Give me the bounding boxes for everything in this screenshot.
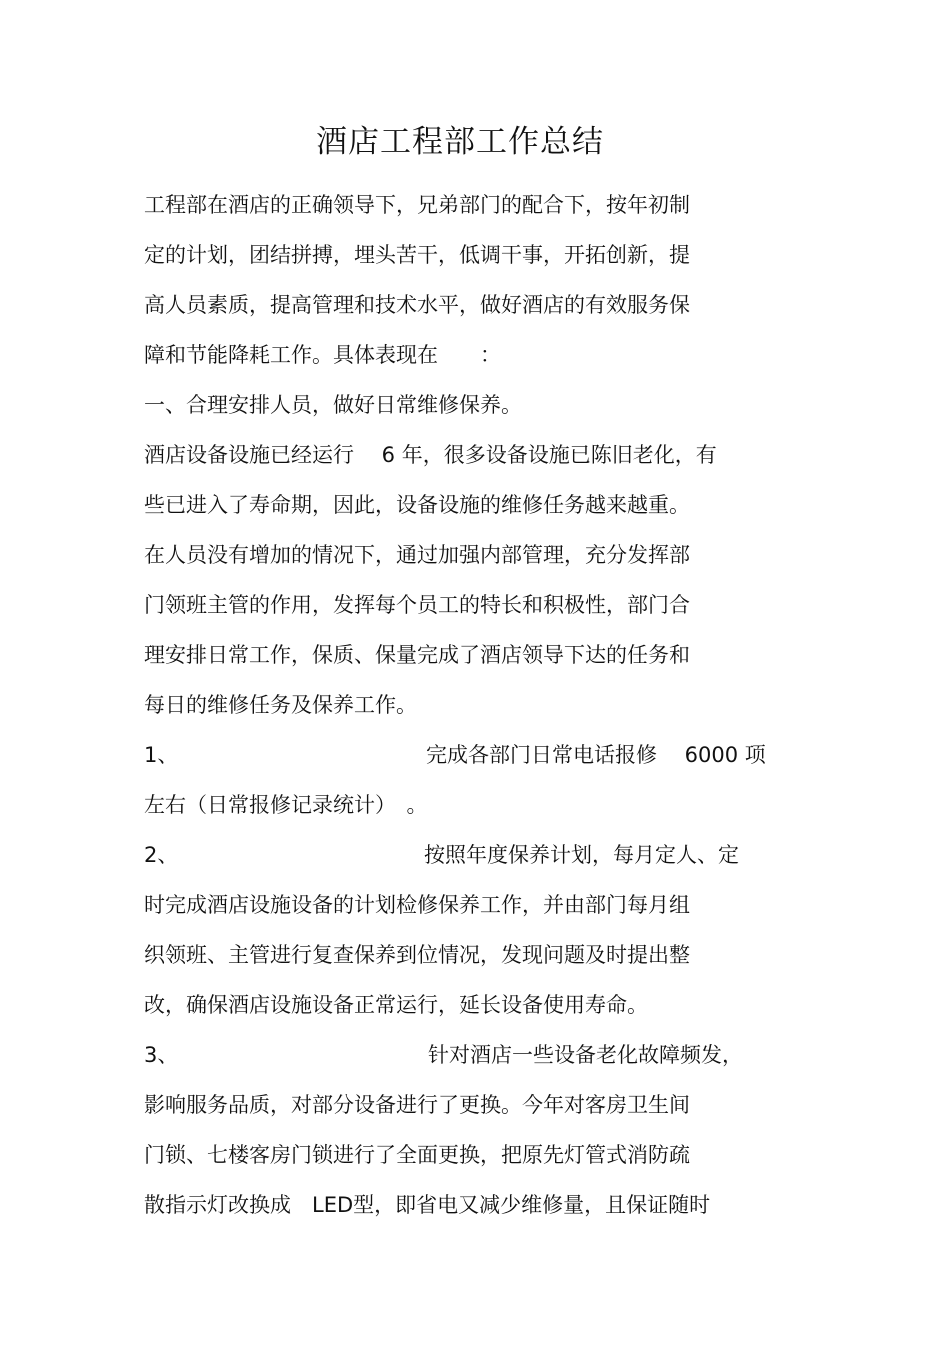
item-2-first-line [0,838,950,872]
item-1-first-line [0,738,950,772]
item-3-first-line [0,1038,950,1072]
section1-line-1: 酒店设备设施已经运行 6 年，很多设备设施已陈旧老化，有 [144,443,717,467]
item-1-text: 完成各部门日常电话报修 6000 项 [426,743,766,767]
section1-line-2: 些已进入了寿命期，因此，设备设施的维修任务越来越重。 [144,493,690,517]
section1-line-5: 理安排日常工作，保质、保量完成了酒店领导下达的任务和 [144,643,690,667]
intro-line-3: 高人员素质，提高管理和技术水平，做好酒店的有效服务保 [144,293,690,317]
section1-line-4: 门领班主管的作用，发挥每个员工的特长和积极性，部门合 [144,593,690,617]
intro-line-4: 障和节能降耗工作。具体表现在 ： [144,343,501,367]
item-3-number: 3、 [144,1043,179,1067]
item-2-line-2: 时完成酒店设施设备的计划检修保养工作，并由部门每月组 [144,893,690,917]
item-2-number: 2、 [144,843,179,867]
item-1-line-2: 左右（日常报修记录统计） 。 [144,793,428,817]
document-title: 酒店工程部工作总结 [316,124,604,160]
intro-line-1: 工程部在酒店的正确领导下，兄弟部门的配合下，按年初制 [144,193,690,217]
section1-line-3: 在人员没有增加的情况下，通过加强内部管理，充分发挥部 [144,543,690,567]
item-3-text: 针对酒店一些设备老化故障频发， [428,1043,743,1067]
section1-line-6: 每日的维修任务及保养工作。 [144,693,417,717]
section1-heading: 一、合理安排人员，做好日常维修保养。 [144,393,522,417]
intro-line-2: 定的计划，团结拼搏，埋头苦干，低调干事，开拓创新，提 [144,243,690,267]
item-3-line-3: 门锁、七楼客房门锁进行了全面更换，把原先灯管式消防疏 [144,1143,690,1167]
item-3-line-4: 散指示灯改换成 LED型，即省电又减少维修量，且保证随时 [144,1193,711,1217]
item-2-line-4: 改，确保酒店设施设备正常运行，延长设备使用寿命。 [144,993,648,1017]
item-2-line-3: 织领班、主管进行复查保养到位情况，发现问题及时提出整 [144,943,690,967]
item-3-line-2: 影响服务品质，对部分设备进行了更换。今年对客房卫生间 [144,1093,690,1117]
item-1-number: 1、 [144,743,179,767]
item-2-text: 按照年度保养计划，每月定人、定 [424,843,739,867]
